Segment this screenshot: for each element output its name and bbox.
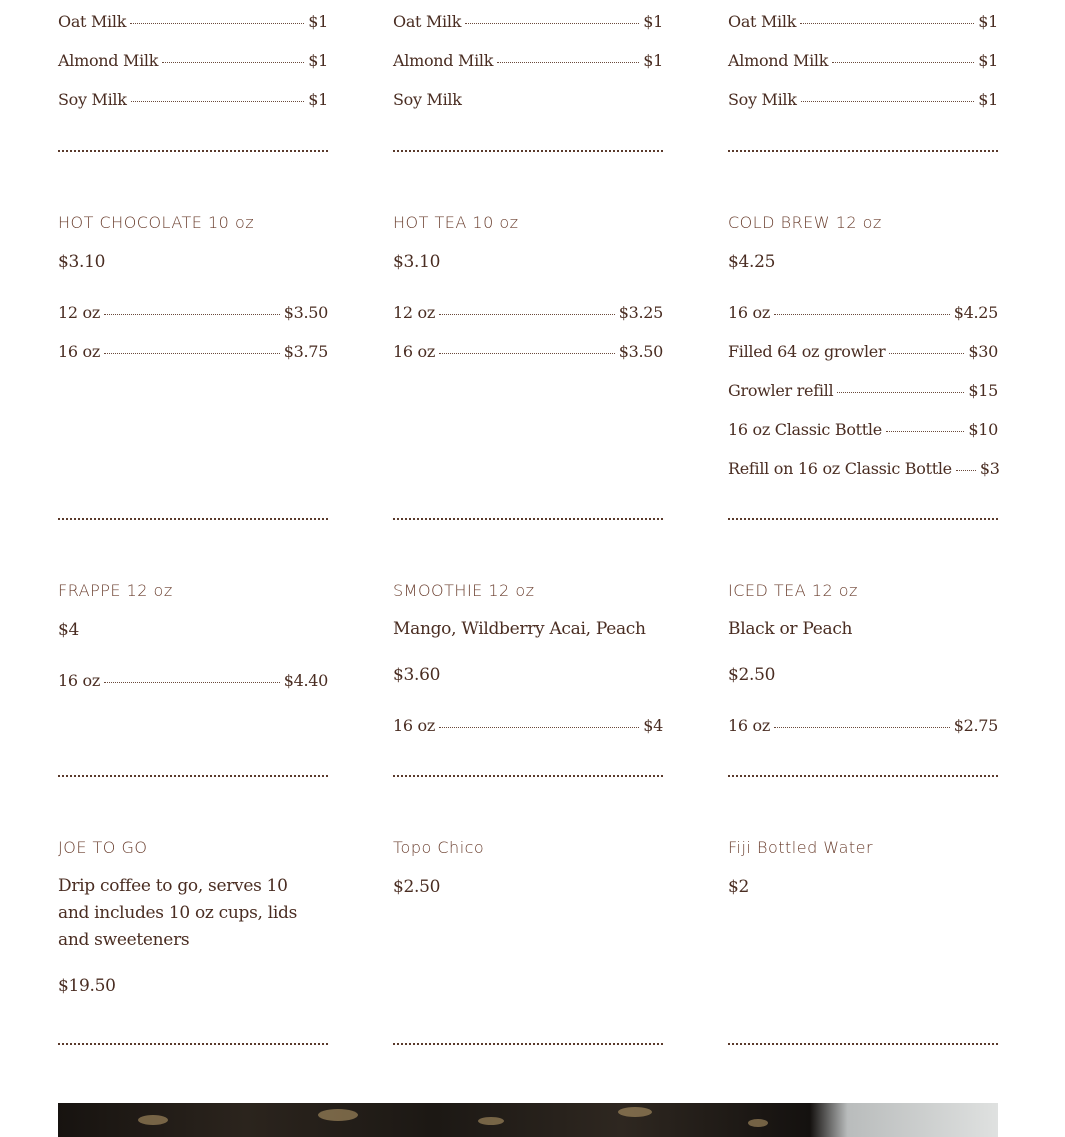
- section-divider: [58, 775, 328, 777]
- menu-item: Oat Milk $1: [728, 12, 998, 31]
- section-description: Drip coffee to go, serves 10 and includes 10 oz cups, lids and sweeteners: [58, 876, 298, 950]
- menu-item: 16 oz $4: [393, 716, 663, 735]
- section-title: FRAPPE 12 oz: [58, 581, 173, 600]
- section-divider: [393, 1043, 663, 1045]
- menu-item: Oat Milk $1: [393, 12, 663, 31]
- section-title: HOT TEA 10 oz: [393, 213, 519, 232]
- section-title: Fiji Bottled Water: [728, 838, 874, 857]
- menu-item: 16 oz $4.40: [58, 671, 328, 690]
- menu-item: 16 oz $2.75: [728, 716, 998, 735]
- menu-item: 12 oz $3.50: [58, 303, 328, 322]
- menu-item: Soy Milk $1: [728, 90, 998, 109]
- menu-item: 12 oz $3.25: [393, 303, 663, 322]
- base-price: $2.50: [393, 877, 441, 897]
- section-divider: [58, 1043, 328, 1045]
- section-divider: [728, 775, 998, 777]
- section-divider: [58, 518, 328, 520]
- section-divider: [58, 150, 328, 152]
- base-price: $4.25: [728, 252, 776, 272]
- section-title: JOE TO GO: [58, 838, 148, 857]
- section-title: SMOOTHIE 12 oz: [393, 581, 535, 600]
- base-price: $3.10: [393, 252, 441, 272]
- menu-item: 16 oz Classic Bottle $10: [728, 420, 998, 439]
- section-divider: [728, 150, 998, 152]
- menu-item: Growler refill $15: [728, 381, 998, 400]
- section-title: ICED TEA 12 oz: [728, 581, 858, 600]
- coffee-photo: [58, 1103, 998, 1137]
- menu-item: Almond Milk $1: [728, 51, 998, 70]
- base-price: $4: [58, 620, 80, 640]
- menu-item: 16 oz $4.25: [728, 303, 998, 322]
- menu-item: Refill on 16 oz Classic Bottle $3: [728, 459, 1000, 478]
- menu-item: 16 oz $3.75: [58, 342, 328, 361]
- section-divider: [728, 1043, 998, 1045]
- base-price: $2: [728, 877, 750, 897]
- section-title: COLD BREW 12 oz: [728, 213, 882, 232]
- section-divider: [728, 518, 998, 520]
- section-title: HOT CHOCOLATE 10 oz: [58, 213, 255, 232]
- base-price: $3.10: [58, 252, 106, 272]
- section-divider: [393, 150, 663, 152]
- menu-item: Soy Milk: [393, 90, 462, 109]
- menu-item: Almond Milk $1: [393, 51, 663, 70]
- section-divider: [393, 518, 663, 520]
- section-divider: [393, 775, 663, 777]
- menu-item: Oat Milk $1: [58, 12, 328, 31]
- menu-item: Almond Milk $1: [58, 51, 328, 70]
- menu-item: Soy Milk $1: [58, 90, 328, 109]
- menu-item: 16 oz $3.50: [393, 342, 663, 361]
- menu-item: Filled 64 oz growler $30: [728, 342, 998, 361]
- base-price: $2.50: [728, 665, 776, 685]
- section-description: Mango, Wildberry Acai, Peach: [393, 619, 646, 639]
- section-description: Black or Peach: [728, 619, 853, 639]
- section-title: Topo Chico: [393, 838, 485, 857]
- base-price: $19.50: [58, 976, 116, 996]
- base-price: $3.60: [393, 665, 441, 685]
